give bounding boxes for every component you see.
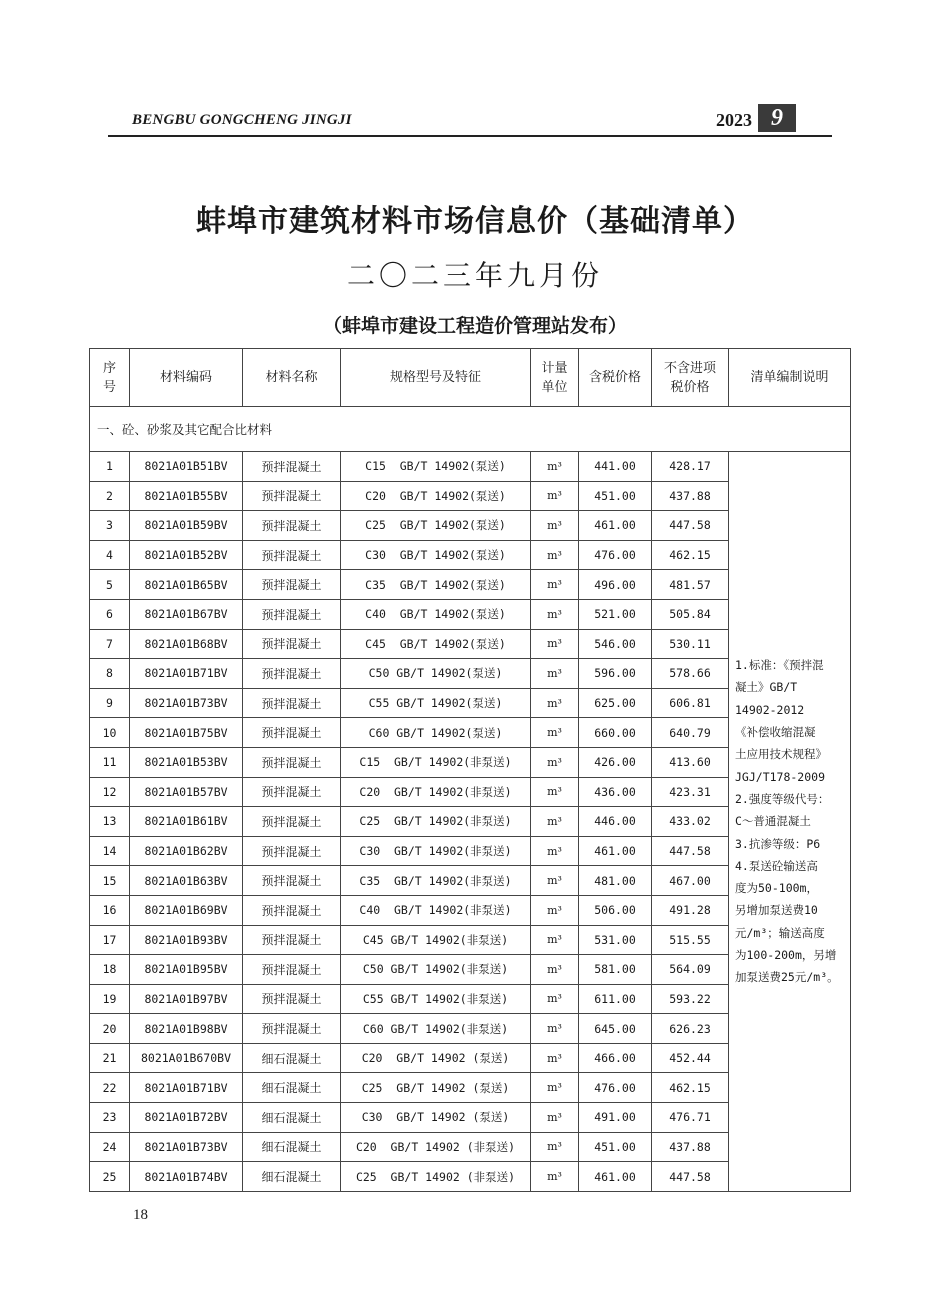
row-price-tax: 476.00: [579, 1073, 652, 1103]
row-price-tax: 426.00: [579, 747, 652, 777]
row-spec: C30 GB/T 14902 (泵送): [341, 1103, 531, 1133]
row-name: 预拌混凝土: [243, 955, 341, 985]
row-price-notax: 476.71: [652, 1103, 729, 1133]
col-header-price-notax: 不含进项税价格: [652, 349, 729, 407]
row-spec: C15 GB/T 14902(泵送): [341, 452, 531, 482]
row-price-tax: 645.00: [579, 1014, 652, 1044]
row-no: 10: [90, 718, 130, 748]
row-name: 预拌混凝土: [243, 540, 341, 570]
row-price-notax: 467.00: [652, 866, 729, 896]
row-name: 预拌混凝土: [243, 452, 341, 482]
table-header-row: [90, 349, 851, 407]
row-name: 预拌混凝土: [243, 925, 341, 955]
row-no: 9: [90, 688, 130, 718]
section-title: 一、砼、砂浆及其它配合比材料: [90, 407, 851, 452]
row-spec: C60 GB/T 14902(非泵送): [341, 1014, 531, 1044]
row-price-notax: 626.23: [652, 1014, 729, 1044]
row-unit: m³: [531, 777, 579, 807]
row-price-tax: 461.00: [579, 836, 652, 866]
row-no: 17: [90, 925, 130, 955]
row-spec: C35 GB/T 14902(非泵送): [341, 866, 531, 896]
note-line: 14902-2012: [735, 702, 805, 717]
row-code: 8021A01B670BV: [130, 1043, 243, 1073]
row-code: 8021A01B75BV: [130, 718, 243, 748]
header-rule: [108, 135, 832, 137]
row-spec: C20 GB/T 14902 (泵送): [341, 1043, 531, 1073]
row-name: 预拌混凝土: [243, 570, 341, 600]
note-line: 2.强度等级代号：: [735, 791, 830, 806]
row-unit: m³: [531, 1132, 579, 1162]
row-name: 预拌混凝土: [243, 659, 341, 689]
row-name: 预拌混凝土: [243, 807, 341, 837]
row-price-tax: 461.00: [579, 1162, 652, 1192]
col-header-name: 材料名称: [243, 349, 341, 407]
section-row: [90, 407, 851, 452]
row-no: 23: [90, 1103, 130, 1133]
note-line: 凝土》GB/T: [735, 680, 798, 695]
row-code: 8021A01B95BV: [130, 955, 243, 985]
row-spec: C45 GB/T 14902(非泵送): [341, 925, 531, 955]
row-no: 8: [90, 659, 130, 689]
row-code: 8021A01B65BV: [130, 570, 243, 600]
table-row: [90, 452, 851, 482]
row-unit: m³: [531, 688, 579, 718]
row-price-notax: 452.44: [652, 1043, 729, 1073]
row-spec: C25 GB/T 14902 (非泵送): [341, 1162, 531, 1192]
row-price-notax: 447.58: [652, 836, 729, 866]
row-spec: C20 GB/T 14902 (非泵送): [341, 1132, 531, 1162]
row-no: 7: [90, 629, 130, 659]
row-price-notax: 437.88: [652, 481, 729, 511]
row-code: 8021A01B71BV: [130, 1073, 243, 1103]
row-spec: C50 GB/T 14902(泵送): [341, 659, 531, 689]
row-price-tax: 461.00: [579, 511, 652, 541]
row-no: 21: [90, 1043, 130, 1073]
row-code: 8021A01B52BV: [130, 540, 243, 570]
row-code: 8021A01B53BV: [130, 747, 243, 777]
row-unit: m³: [531, 599, 579, 629]
col-header-unit: 计量单位: [531, 349, 579, 407]
row-price-notax: 433.02: [652, 807, 729, 837]
row-unit: m³: [531, 984, 579, 1014]
row-price-notax: 593.22: [652, 984, 729, 1014]
row-no: 4: [90, 540, 130, 570]
row-name: 预拌混凝土: [243, 747, 341, 777]
row-price-tax: 476.00: [579, 540, 652, 570]
row-name: 预拌混凝土: [243, 984, 341, 1014]
row-spec: C45 GB/T 14902(泵送): [341, 629, 531, 659]
row-spec: C15 GB/T 14902(非泵送): [341, 747, 531, 777]
row-price-tax: 451.00: [579, 481, 652, 511]
row-code: 8021A01B69BV: [130, 895, 243, 925]
row-code: 8021A01B93BV: [130, 925, 243, 955]
row-no: 14: [90, 836, 130, 866]
note-line: 《补偿收缩混凝: [735, 725, 816, 740]
row-spec: C55 GB/T 14902(非泵送): [341, 984, 531, 1014]
note-line: 为100-200m，另增: [735, 948, 837, 963]
row-price-notax: 491.28: [652, 895, 729, 925]
row-spec: C25 GB/T 14902(非泵送): [341, 807, 531, 837]
col-header-code: 材料编码: [130, 349, 243, 407]
row-spec: C30 GB/T 14902(非泵送): [341, 836, 531, 866]
row-unit: m³: [531, 1014, 579, 1044]
row-name: 预拌混凝土: [243, 777, 341, 807]
row-price-notax: 481.57: [652, 570, 729, 600]
row-name: 预拌混凝土: [243, 895, 341, 925]
row-no: 16: [90, 895, 130, 925]
row-price-notax: 462.15: [652, 540, 729, 570]
row-spec: C40 GB/T 14902(非泵送): [341, 895, 531, 925]
row-name: 预拌混凝土: [243, 511, 341, 541]
row-name: 预拌混凝土: [243, 688, 341, 718]
row-spec: C50 GB/T 14902(非泵送): [341, 955, 531, 985]
row-price-notax: 515.55: [652, 925, 729, 955]
row-price-tax: 481.00: [579, 866, 652, 896]
row-code: 8021A01B62BV: [130, 836, 243, 866]
row-price-notax: 530.11: [652, 629, 729, 659]
row-no: 12: [90, 777, 130, 807]
row-no: 24: [90, 1132, 130, 1162]
row-code: 8021A01B98BV: [130, 1014, 243, 1044]
row-price-tax: 660.00: [579, 718, 652, 748]
row-code: 8021A01B61BV: [130, 807, 243, 837]
row-name: 预拌混凝土: [243, 629, 341, 659]
title-date: 二〇二三年九月份: [346, 259, 603, 292]
row-no: 20: [90, 1014, 130, 1044]
note-line: 土应用技术规程》: [735, 747, 827, 762]
row-spec: C35 GB/T 14902(泵送): [341, 570, 531, 600]
row-unit: m³: [531, 1043, 579, 1073]
row-price-tax: 451.00: [579, 1132, 652, 1162]
row-price-tax: 466.00: [579, 1043, 652, 1073]
row-unit: m³: [531, 718, 579, 748]
note-line: 另增加泵送费10: [735, 903, 818, 918]
row-spec: C25 GB/T 14902 (泵送): [341, 1073, 531, 1103]
row-no: 11: [90, 747, 130, 777]
row-name: 细石混凝土: [243, 1132, 341, 1162]
journal-header: [108, 104, 832, 138]
issue-year: 2023: [716, 110, 752, 130]
title-publisher: （蚌埠市建设工程造价管理站发布）: [322, 315, 627, 337]
row-unit: m³: [531, 955, 579, 985]
row-price-tax: 521.00: [579, 599, 652, 629]
row-no: 15: [90, 866, 130, 896]
row-name: 预拌混凝土: [243, 1014, 341, 1044]
row-code: 8021A01B72BV: [130, 1103, 243, 1133]
price-table: [89, 348, 851, 1192]
row-code: 8021A01B68BV: [130, 629, 243, 659]
row-name: 细石混凝土: [243, 1043, 341, 1073]
row-price-notax: 462.15: [652, 1073, 729, 1103]
row-price-notax: 564.09: [652, 955, 729, 985]
row-code: 8021A01B63BV: [130, 866, 243, 896]
row-code: 8021A01B73BV: [130, 1132, 243, 1162]
row-price-tax: 596.00: [579, 659, 652, 689]
row-name: 细石混凝土: [243, 1162, 341, 1192]
row-name: 预拌混凝土: [243, 836, 341, 866]
note-line: 元/m³；输送高度: [735, 925, 825, 940]
row-spec: C30 GB/T 14902(泵送): [341, 540, 531, 570]
row-code: 8021A01B55BV: [130, 481, 243, 511]
row-price-tax: 611.00: [579, 984, 652, 1014]
row-no: 6: [90, 599, 130, 629]
row-code: 8021A01B59BV: [130, 511, 243, 541]
row-unit: m³: [531, 1103, 579, 1133]
note-line: 4.泵送砼输送高: [735, 858, 818, 873]
row-unit: m³: [531, 747, 579, 777]
row-no: 22: [90, 1073, 130, 1103]
row-no: 3: [90, 511, 130, 541]
row-spec: C40 GB/T 14902(泵送): [341, 599, 531, 629]
row-name: 预拌混凝土: [243, 481, 341, 511]
col-header-spec: 规格型号及特征: [341, 349, 531, 407]
row-price-tax: 491.00: [579, 1103, 652, 1133]
row-code: 8021A01B74BV: [130, 1162, 243, 1192]
row-unit: m³: [531, 1073, 579, 1103]
row-name: 预拌混凝土: [243, 599, 341, 629]
note-line: 加泵送费25元/m³。: [735, 970, 839, 985]
journal-name: BENGBU GONGCHENG JINGJI: [132, 112, 352, 128]
row-price-notax: 447.58: [652, 511, 729, 541]
row-name: 细石混凝土: [243, 1073, 341, 1103]
row-unit: m³: [531, 836, 579, 866]
page-number: 18: [133, 1207, 148, 1223]
row-spec: C20 GB/T 14902(非泵送): [341, 777, 531, 807]
note-line: 3.抗渗等级：P6: [735, 836, 821, 851]
row-no: 13: [90, 807, 130, 837]
row-name: 预拌混凝土: [243, 866, 341, 896]
col-header-no: 序号: [90, 349, 130, 407]
row-name: 细石混凝土: [243, 1103, 341, 1133]
page-title: 蚌埠市建筑材料市场信息价（基础清单）: [196, 204, 754, 239]
row-code: 8021A01B71BV: [130, 659, 243, 689]
row-price-notax: 413.60: [652, 747, 729, 777]
col-header-price-tax: 含税价格: [579, 349, 652, 407]
row-price-tax: 625.00: [579, 688, 652, 718]
row-unit: m³: [531, 540, 579, 570]
row-unit: m³: [531, 807, 579, 837]
row-price-notax: 640.79: [652, 718, 729, 748]
row-no: 25: [90, 1162, 130, 1192]
row-unit: m³: [531, 452, 579, 482]
row-price-tax: 581.00: [579, 955, 652, 985]
row-price-notax: 578.66: [652, 659, 729, 689]
row-price-tax: 506.00: [579, 895, 652, 925]
row-name: 预拌混凝土: [243, 718, 341, 748]
row-unit: m³: [531, 629, 579, 659]
row-spec: C25 GB/T 14902(泵送): [341, 511, 531, 541]
note-line: 1.标准：《预拌混: [735, 658, 824, 673]
row-price-notax: 428.17: [652, 452, 729, 482]
row-unit: m³: [531, 659, 579, 689]
row-price-notax: 505.84: [652, 599, 729, 629]
row-code: 8021A01B57BV: [130, 777, 243, 807]
row-no: 18: [90, 955, 130, 985]
row-price-notax: 606.81: [652, 688, 729, 718]
issue-number-badge: 9: [758, 104, 796, 132]
row-price-notax: 423.31: [652, 777, 729, 807]
row-no: 5: [90, 570, 130, 600]
row-code: 8021A01B51BV: [130, 452, 243, 482]
row-unit: m³: [531, 895, 579, 925]
row-price-tax: 441.00: [579, 452, 652, 482]
row-no: 19: [90, 984, 130, 1014]
row-spec: C55 GB/T 14902(泵送): [341, 688, 531, 718]
row-price-tax: 446.00: [579, 807, 652, 837]
row-price-tax: 496.00: [579, 570, 652, 600]
row-spec: C20 GB/T 14902(泵送): [341, 481, 531, 511]
note-line: JGJ/T178-2009: [735, 769, 826, 784]
row-spec: C60 GB/T 14902(泵送): [341, 718, 531, 748]
col-header-notes: 清单编制说明: [729, 349, 851, 407]
row-price-tax: 546.00: [579, 629, 652, 659]
row-unit: m³: [531, 866, 579, 896]
row-price-tax: 436.00: [579, 777, 652, 807]
row-unit: m³: [531, 925, 579, 955]
row-price-notax: 447.58: [652, 1162, 729, 1192]
note-line: C～普通混凝土: [735, 814, 811, 829]
row-code: 8021A01B67BV: [130, 599, 243, 629]
row-unit: m³: [531, 1162, 579, 1192]
row-unit: m³: [531, 570, 579, 600]
row-price-tax: 531.00: [579, 925, 652, 955]
row-price-notax: 437.88: [652, 1132, 729, 1162]
row-no: 1: [90, 452, 130, 482]
row-code: 8021A01B73BV: [130, 688, 243, 718]
row-code: 8021A01B97BV: [130, 984, 243, 1014]
row-no: 2: [90, 481, 130, 511]
row-unit: m³: [531, 481, 579, 511]
row-unit: m³: [531, 511, 579, 541]
notes-cell: [729, 452, 851, 1192]
note-line: 度为50-100m，: [735, 881, 818, 896]
